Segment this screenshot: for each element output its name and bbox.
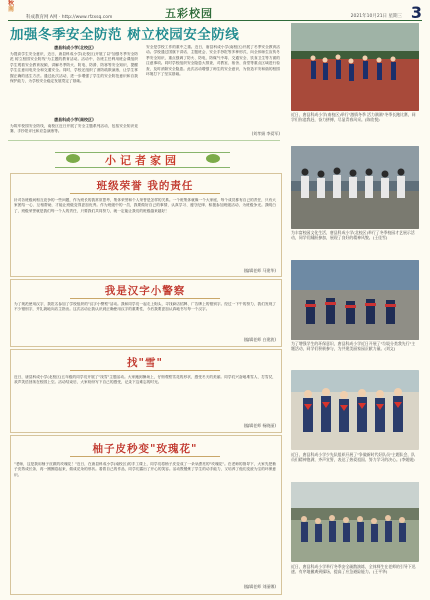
article-byline-1: (编辑老师 马建华) xyxy=(243,268,276,273)
leaf-icon xyxy=(66,154,80,163)
header-site-info: 科成教育网 A网 · http://www.rfzxsq.com xyxy=(26,15,113,20)
article-byline-2: (编辑老师 白建波) xyxy=(243,337,276,342)
photo-evacuation-drill xyxy=(291,482,419,562)
article-title-3: 找"雪" xyxy=(127,357,163,369)
photo-pioneer-meeting xyxy=(291,370,419,450)
article-byline-3: (编辑老师 杨晓丽) xyxy=(243,423,276,428)
article-body-3: 近日，唐县科成小学(北校区)五年级的同学们开展了"找雪"主题活动。大家跑到操场上，仔细观察雪花的形状，感受冬天的美丽。同学们兴奋地堆雪人、打雪仗，欢声笑语回荡在校园上空。活动结束后，大家纷纷写下自己的感受，记录下这难忘的时光。 xyxy=(14,375,276,385)
logo-line2: 南 xyxy=(8,6,15,13)
photo-waste-sorting xyxy=(291,260,419,340)
main-headline: 加强冬季安全防范 树立校园安全防线 xyxy=(10,27,240,43)
main-byline-south: 唐县科成小学(南校区) xyxy=(54,117,94,122)
main-article-author: (刘孝娟 李爱军) xyxy=(251,131,280,136)
photo-caption-3: 为了增强学生的环保意识，唐县科成小学近日开展了"垃圾分类我先行"主题活动，同学们积极参与，为共建美丽家园贡献力量。(刘文) xyxy=(291,341,416,352)
article-title-4: 柚子皮秒变"玫瑰花" xyxy=(92,443,198,455)
page-number: 3 xyxy=(410,3,422,22)
newspaper-logo xyxy=(8,1,24,15)
article-title-1: 班级荣誉 我的责任 xyxy=(96,180,194,192)
article-body-1: 针对各班级间相互竞争的一些问题，作为班长的我常常思考，集体荣誉和个人荣誉是怎样的关系。一个班集体就像一个大家庭，每个成员都有自己的责任，只有大家团结一心、互相帮助，才能让班级变得更加优秀。作为班级中的一员，我要做好自己的事情，认真学习、遵守纪律、积极参加班级活动，为班级争光。我明白了，班级荣誉就是我们每一个人的责任，只要我们共同努力，就一定能让我们的班级越来越好！ xyxy=(14,198,276,213)
title-underline xyxy=(70,298,220,299)
leaf-icon xyxy=(206,154,220,163)
article-byline-4: (编辑老师 刘丽娜) xyxy=(243,584,276,589)
photo-caption-4: 近日，唐县科成小学少先队组织开展了"争做新时代好队员"主题队会，队员们精神饱满，齐声宣誓，表达了热爱祖国、努力学习的决心。(李媛媛) xyxy=(291,452,416,463)
photo-caption-2: 为丰富校园文化生活，唐县科成小学(北校区)举行了冬季校园才艺展示活动，同学们踊跃参加，展现了良好的精神风貌。(王佳雪) xyxy=(291,230,415,241)
article-body-2: 为了规范使用汉字，我报名参加了学校组织的"汉字小警察"活动。我和同学们一起走上街头，寻找商店招牌、广告牌上的错别字。经过一下午的努力，我们发现了不少错别字，并礼貌地向店主指出。这次活动让我认识到正确使用汉字的重要性，今后我要更加认真地书写每一个汉字。 xyxy=(14,302,276,312)
title-underline xyxy=(70,456,220,457)
main-article-body-2: 为筑牢校园安全防线，南校区近日开展了安全主题系列活动，包括安全知识竞赛、手抄报评比和应急演练等。 xyxy=(10,124,138,134)
title-underline xyxy=(70,193,220,194)
logo-line1: 秋 xyxy=(8,0,15,7)
photo-caption-1: 近日，唐县科成小学(南校区)举行"激情冬季 活力满满"冬季长跑比赛，同学们你追我赶，奋力拼搏，尽显青春风采。(陈欣悦) xyxy=(291,112,416,123)
article-body-4: "老师，这是我用柚子皮做的玫瑰花！"近日，在唐县科成小学(南校区)的手工课上，同学们将柚子皮变成了一朵朵漂亮的"玫瑰花"。在老师的指导下，大家先把柚子皮剪成长条，再一圈圈卷起来，做成花朵的形状。看着自己的作品，同学们露出了开心的笑容。活动既锻炼了学生的动手能力，又培养了他们变废为宝的环保意识。 xyxy=(14,462,276,477)
photo-talent-show xyxy=(291,146,419,229)
section-title: 五彩校园 xyxy=(165,7,213,20)
masthead-rule xyxy=(8,20,422,21)
photo-caption-5: 近日，唐县科成小学举行冬季安全疏散演练，全体师生在老师的引导下迅速、有序地撤离到操场，提高了应急避险能力。(王平华) xyxy=(291,564,416,575)
article-title-2: 我是汉字小警察 xyxy=(104,285,186,297)
main-byline-north: 唐县科成小学(北校区) xyxy=(54,45,94,50)
title-underline xyxy=(70,370,220,371)
header-date: 2021年10月21日 星期三 xyxy=(350,14,402,19)
main-article-body-3: 安全是学校工作的重中之重。近日，唐县科成小学(南校区)开展了冬季安全教育活动。学校通过国旗下讲话、主题班会、安全手抄报等多种形式，向全体师生宣传冬季安全知识，重点强调了防火、防电、防煤气中毒、交通安全、饮食卫生等方面的注意事项。同时学校组织安全隐患大排查，对教室、宿舍、食堂等重点区域进行检查，及时消除安全隐患。此次活动增强了师生的安全意识，为营造平安和谐的校园环境打下了坚实基础。 xyxy=(146,45,280,77)
main-article-body-1: 为提高学生安全意识，近日，唐县科成小学(北校区)开展了以"加强冬季安全防范 树立校园安全防线"为主题的教育活动。活动中，各班主任利用班会课组织学生观看安全教育视频，讲解冬季防火、防电、防滑、防寒等安全知识，提醒学生注意用电安全和交通安全。同时，学校还组织了消防疏散演练，让学生掌握正确的逃生方法。通过此次活动，进一步增强了学生的安全防范意识和自我保护能力，为学校安全稳定发展奠定了基础。 xyxy=(10,52,138,84)
photo-running-race xyxy=(291,23,419,111)
feature-banner-title: 小记者家园 xyxy=(105,154,180,167)
section-divider xyxy=(8,140,280,141)
